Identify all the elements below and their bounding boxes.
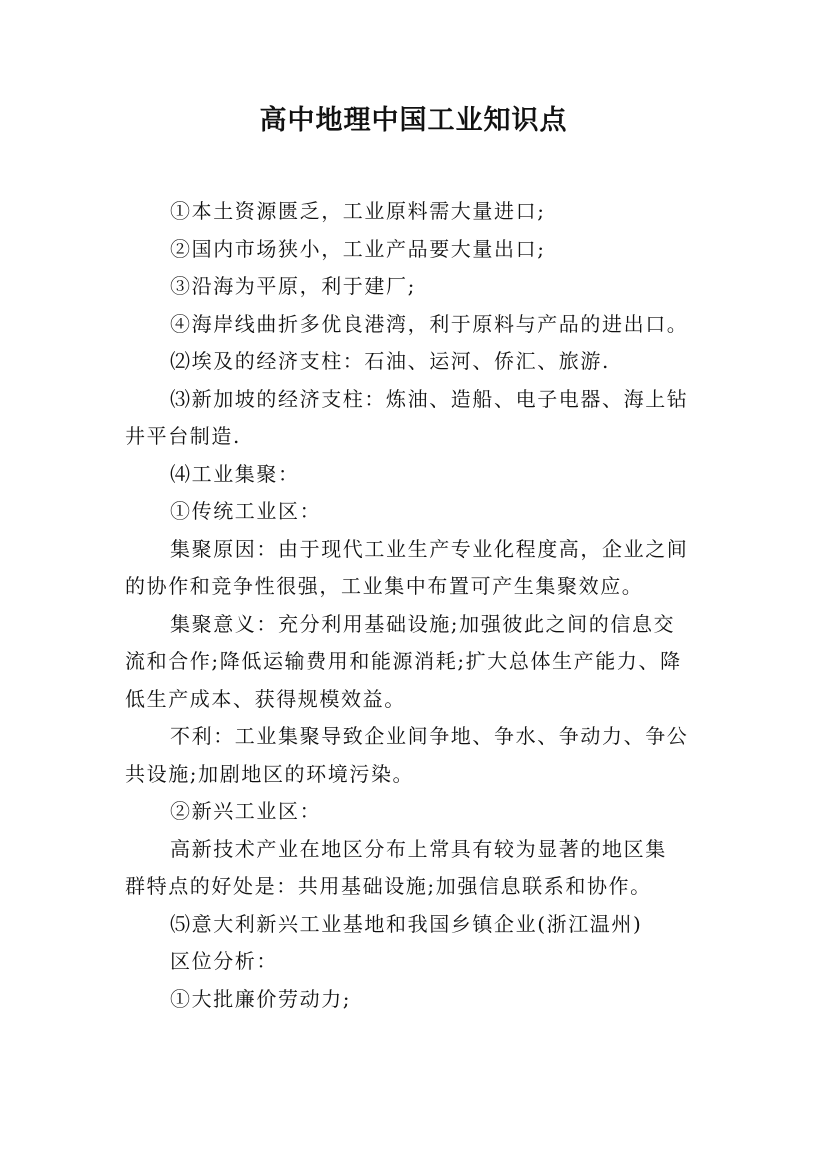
paragraph-line: ⑸意大利新兴工业基地和我国乡镇企业(浙江温州) bbox=[170, 911, 643, 936]
paragraph bbox=[125, 606, 715, 719]
paragraph bbox=[125, 943, 715, 981]
paragraph-line: ④海岸线曲折多优良港湾，利于原料与产品的进出口。 bbox=[170, 311, 689, 336]
paragraph-line: 共设施;加剧地区的环境污染。 bbox=[125, 761, 415, 786]
paragraph bbox=[125, 343, 715, 381]
paragraph-line: ⑷工业集聚： bbox=[170, 461, 300, 486]
paragraph bbox=[125, 493, 715, 531]
paragraph-line: ⑶新加坡的经济支柱：炼油、造船、电子电器、海上钻 bbox=[170, 386, 689, 411]
paragraph-line: 的协作和竞争性很强，工业集中布置可产生集聚效应。 bbox=[125, 574, 644, 598]
paragraph-line: ⑵埃及的经济支柱：石油、运河、侨汇、旅游. bbox=[170, 349, 610, 373]
paragraph bbox=[125, 456, 715, 494]
paragraph-line: 集聚原因：由于现代工业生产专业化程度高，企业之间 bbox=[170, 536, 689, 561]
paragraph-line: 集聚意义：充分利用基础设施;加强彼此之间的信息交 bbox=[170, 611, 676, 636]
paragraph bbox=[125, 193, 715, 231]
paragraph bbox=[125, 268, 715, 306]
document-title: 高中地理中国工业知识点 bbox=[259, 105, 568, 136]
paragraph-line: 区位分析： bbox=[170, 949, 278, 973]
paragraph-line: 流和合作;降低运输费用和能源消耗;扩大总体生产能力、降 bbox=[125, 649, 682, 673]
paragraph-line: 高新技术产业在地区分布上常具有较为显著的地区集 bbox=[170, 836, 667, 861]
paragraph-line: 低生产成本、获得规模效益。 bbox=[125, 686, 406, 711]
paragraph-line: ①大批廉价劳动力; bbox=[170, 986, 352, 1011]
paragraph bbox=[125, 831, 715, 906]
paragraph-line: 群特点的好处是：共用基础设施;加强信息联系和协作。 bbox=[125, 874, 652, 898]
paragraph-line: ①本土资源匮乏，工业原料需大量进口; bbox=[170, 199, 546, 223]
paragraph bbox=[125, 531, 715, 606]
document-body bbox=[125, 193, 715, 1018]
paragraph bbox=[125, 306, 715, 344]
paragraph-line: 井平台制造. bbox=[125, 424, 241, 448]
paragraph-line: ②新兴工业区： bbox=[170, 799, 322, 823]
paragraph bbox=[125, 718, 715, 793]
paragraph bbox=[125, 981, 715, 1019]
paragraph-line: ①传统工业区： bbox=[170, 499, 322, 523]
paragraph-line: ③沿海为平原，利于建厂; bbox=[170, 274, 416, 298]
paragraph-line: ②国内市场狭小，工业产品要大量出口; bbox=[170, 236, 546, 261]
paragraph bbox=[125, 793, 715, 831]
paragraph-line: 不利：工业集聚导致企业间争地、争水、争动力、争公 bbox=[170, 724, 689, 748]
paragraph bbox=[125, 231, 715, 269]
paragraph bbox=[125, 381, 715, 456]
paragraph bbox=[125, 906, 715, 944]
